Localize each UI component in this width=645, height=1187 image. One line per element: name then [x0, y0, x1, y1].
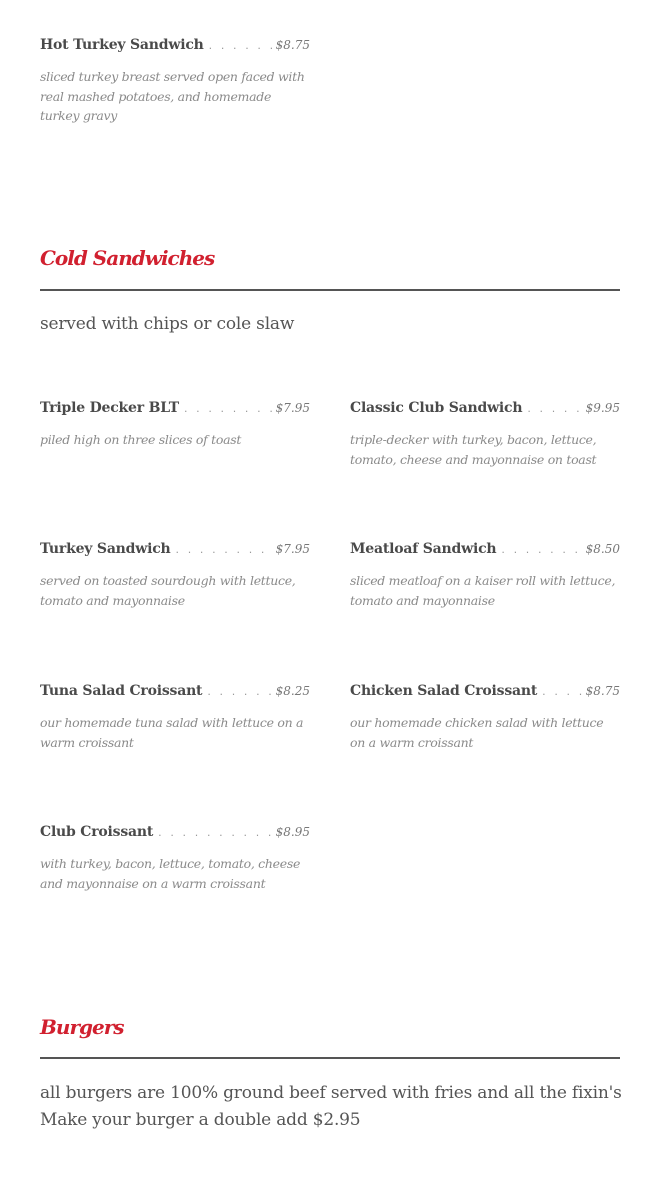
menu-item-description: served on toasted sourdough with lettuce, tomato and mayonnaise: [40, 573, 296, 608]
menu-item-description: sliced meatloaf on a kaiser roll with lettuce, tomato and mayonnaise: [350, 573, 616, 608]
menu-item-header: [350, 683, 620, 703]
menu-item-name: Turkey Sandwich: [40, 541, 171, 557]
menu-item-header: [40, 683, 310, 703]
menu-item: [350, 541, 620, 610]
menu-item: [350, 683, 620, 752]
menu-item-description: our homemade tuna salad with lettuce on a warm croissant: [40, 715, 304, 750]
menu-item-description: our homemade chicken salad with lettuce on a warm croissant: [350, 715, 604, 750]
section-title-cold-sandwiches: Cold Sandwiches: [40, 246, 215, 270]
section-note: [40, 1080, 630, 1134]
menu-item-price: $8.75: [585, 684, 620, 698]
menu-item-description: with turkey, bacon, lettuce, tomato, cheese and mayonnaise on a warm croissant: [40, 856, 301, 891]
menu-item-header: [40, 37, 310, 57]
leader-dots: [501, 543, 582, 556]
menu-item-name: Triple Decker BLT: [40, 400, 179, 416]
menu-item-header: [350, 400, 620, 420]
menu-item-name: Tuna Salad Croissant: [40, 683, 203, 699]
menu-item-name: Chicken Salad Croissant: [350, 683, 538, 699]
menu-item: [40, 824, 310, 893]
section-title-burgers: Burgers: [40, 1015, 124, 1039]
menu-item: [350, 400, 620, 469]
menu-item-price: $8.95: [275, 825, 310, 839]
menu-item-name: Club Croissant: [40, 824, 154, 840]
menu-item-header: [40, 541, 310, 561]
menu-item-price: $7.95: [275, 401, 310, 415]
section-note: served with chips or cole slaw: [40, 314, 295, 334]
leader-dots: [209, 39, 273, 52]
menu-item-price: $8.50: [585, 542, 620, 556]
menu-item: [40, 400, 310, 450]
leader-dots: [542, 685, 583, 698]
menu-item-name: Hot Turkey Sandwich: [40, 37, 204, 53]
menu-item: [40, 683, 310, 752]
section-note-line: all burgers are 100% ground beef served with fries and all the fixin's: [40, 1083, 622, 1103]
menu-item-description: piled high on three slices of toast: [40, 432, 242, 447]
menu-item-price: $8.75: [275, 38, 310, 52]
menu-item-header: [40, 400, 310, 420]
leader-dots: [158, 826, 272, 839]
menu-item-hot-turkey-sandwich: [40, 37, 310, 126]
leader-dots: [184, 402, 273, 415]
menu-item: [40, 541, 310, 610]
menu-item-header: [350, 541, 620, 561]
leader-dots: [527, 402, 582, 415]
menu-item-name: Meatloaf Sandwich: [350, 541, 497, 557]
menu-item-name: Classic Club Sandwich: [350, 400, 523, 416]
section-note-line: Make your burger a double add $2.95: [40, 1110, 361, 1130]
menu-item-header: [40, 824, 310, 844]
leader-dots: [207, 685, 272, 698]
leader-dots: [176, 543, 273, 556]
section-divider: [40, 289, 620, 291]
menu-item-price: $9.95: [585, 401, 620, 415]
menu-item-price: $7.95: [275, 542, 310, 556]
menu-item-description: triple-decker with turkey, bacon, lettuce, tomato, cheese and mayonnaise on toast: [350, 432, 597, 467]
section-divider: [40, 1057, 620, 1059]
menu-item-price: $8.25: [275, 684, 310, 698]
menu-item-description: sliced turkey breast served open faced with real mashed potatoes, and homemade turkey gravy: [40, 69, 305, 123]
